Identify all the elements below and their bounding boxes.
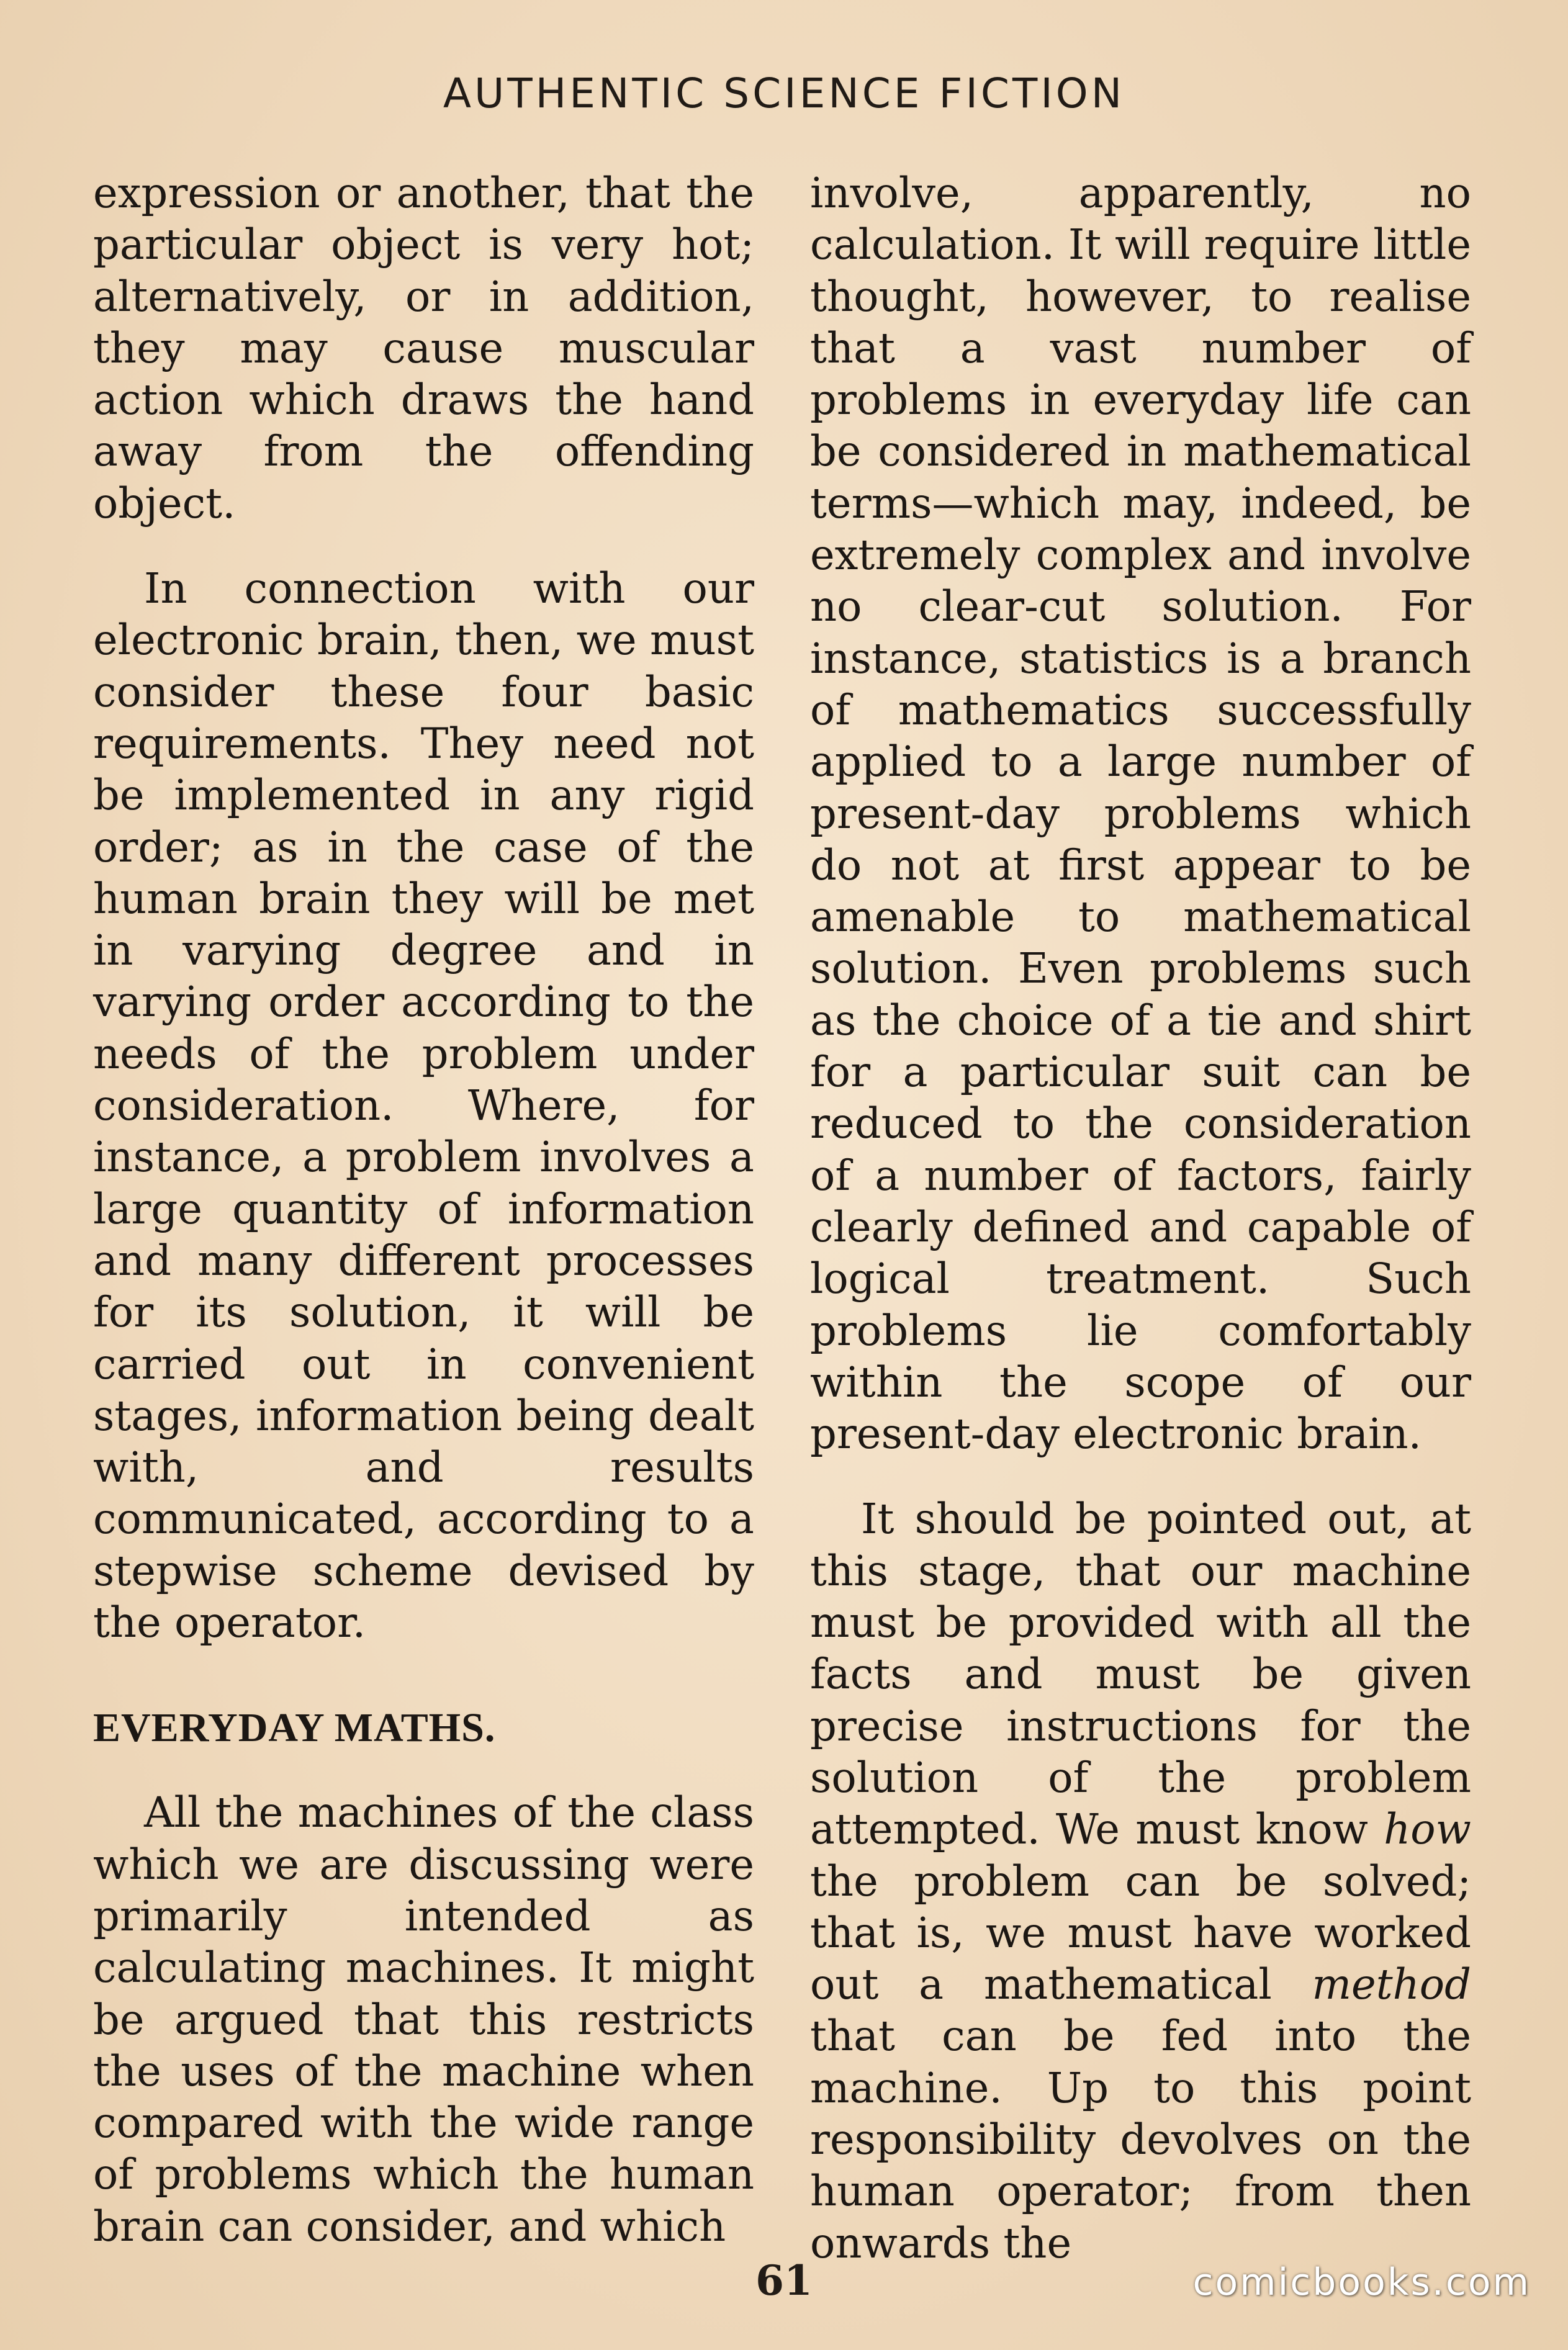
right-paragraph-2-emphasis-method: method [1312, 1960, 1471, 2009]
right-paragraph-2-part-a: It should be pointed out, at this stage, that our machine must be provided with all the facts and must be given precise instructions for the solution of the problem attempted. We must know [810, 1495, 1471, 1854]
right-paragraph-1: involve, apparently, no calculation. It will require little thought, however, to realise that a vast number of problems in everyday life can be considered in mathematical terms—which may, indeed, be extremely complex and involve no clear-cut solution. For instance, statistics is a branch of mathematics successfully applied to a large number of present-day problems which do not at first appear to be amenable to mathematical solution. Even problems such as the choice of a tie and shirt for a particular suit can be reduced to the consideration of a number of factors, fairly clearly defined and capable of logical treatment. Such problems lie comfortably within the scope of our present-day electronic brain. [810, 169, 1471, 1459]
left-paragraph-3: All the machines of the class which we are discussing were primarily intended as calculating machines. It might be argued that this restricts the uses of the machine when compared with the wide range of problems which the human brain can consider, and which [93, 1788, 754, 2251]
right-paragraph-2-emphasis-how: how [1384, 1805, 1471, 1854]
running-head: AUTHENTIC SCIENCE FICTION [443, 70, 1125, 117]
left-column [93, 168, 754, 2253]
right-paragraph-2-part-b: the problem can be solved; that is, we must have worked out a mathematical [810, 1857, 1471, 2009]
left-paragraph-1: expression or another, that the particular object is very hot; alternatively, or in addition, they may cause muscular action which draws the hand away from the offending object. [93, 169, 754, 528]
right-paragraph-2-part-c: that can be fed into the machine. Up to this point responsibility devolves on the human operator; from then onwards the [810, 2012, 1471, 2267]
section-heading: EVERYDAY MATHS. [93, 1705, 496, 1751]
right-paragraph-2 [810, 1493, 1471, 2269]
watermark-text: comicbooks.com [1192, 2261, 1531, 2304]
right-column [810, 168, 1471, 2269]
page-number: 61 [755, 2256, 813, 2305]
left-paragraph-2: In connection with our electronic brain, then, we must consider these four basic requirements. They need not be implemented in any rigid order; as in the case of the human brain they will be met in varying degree and in varying order according to the needs of the problem under consideration. Where, for instance, a problem involves a large quantity of information and many different processes for its solution, it will be carried out in convenient stages, information being dealt with, and results communicated, according to a stepwise scheme devised by the operator. [93, 564, 754, 1647]
